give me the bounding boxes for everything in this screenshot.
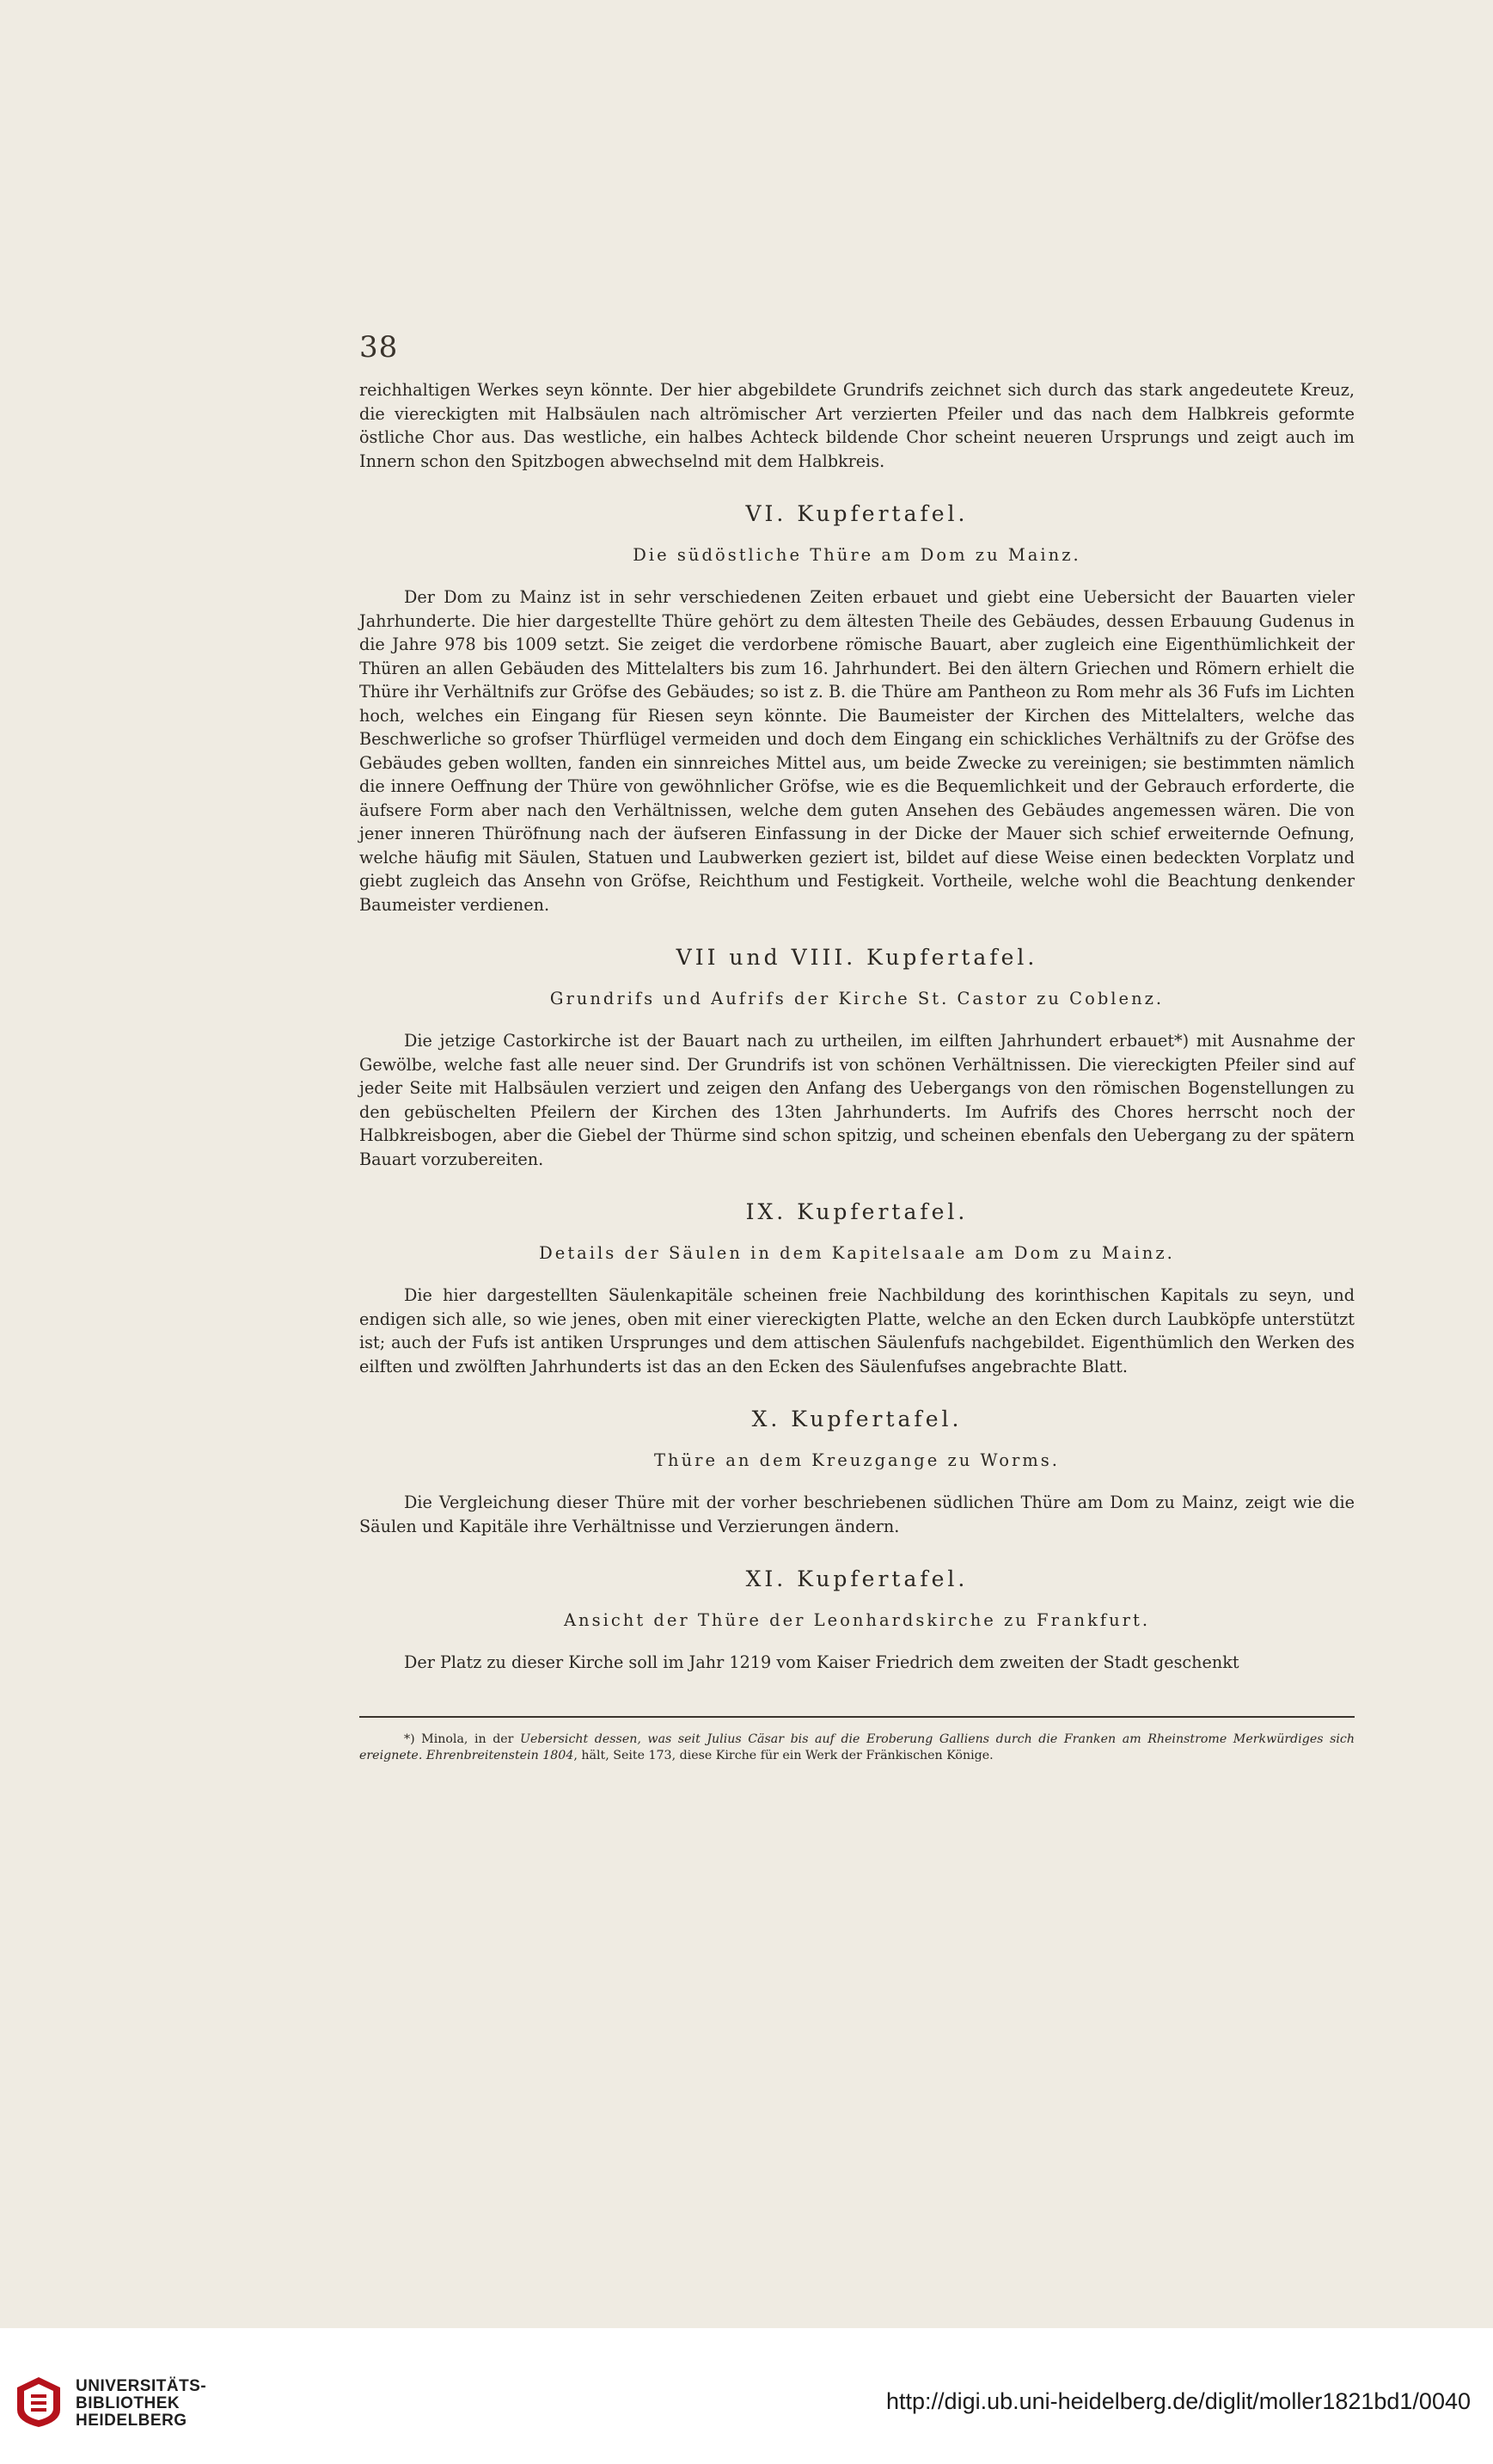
- page-number: 38: [359, 330, 399, 365]
- section-subheading-xi: Ansicht der Thüre der Leonhardskirche zu Frankfurt.: [563, 1609, 1151, 1630]
- section-paragraph-vi: Der Dom zu Mainz ist in sehr verschiedenen Zeiten erbauet und giebt eine Uebersicht der Bauarten vieler Jahrhunderte. Die hier dargestellte Thüre gehört zu dem ältesten Theile des Gebäudes, dessen Erbauung Gudenus in die Jahre 978 bis 1009 setzt. Sie zeiget die verdorbene römische Bauart, aber zugleich eine Eigenthümlichkeit der Thüren an allen Gebäuden des Mittelalters bis zum 16. Jahrhundert. Bei den ältern Griechen und Römern erhielt die Thüre ihr Verhältnifs zur Gröfse des Gebäudes; so ist z. B. die Thüre am Pantheon zu Rom mehr als 36 Fufs im Lichten hoch, welches ein Eingang für Riesen seyn könnte. Die Baumeister der Kirchen des Mittelalters, welche das Beschwerliche so grofser Thürflügel vermeiden und doch dem Eingang ein schickliches Verhältnifs zu der Gröfse des Gebäudes geben wollten, fanden ein sinnreiches Mittel aus, um beide Zwecke zu vereinigen; sie bestimmten nämlich die innere Oeffnung der Thüre von gewöhnlicher Gröfse, wie es die Bequemlichkeit und der Gebrauch erforderte, die äufsere Form aber nach den Verhältnissen, welche dem guten Ansehen des Gebäudes angemessen wären. Die von jener inneren Thüröfnung nach der äufseren Einfassung in der Dicke der Mauer sich schief erweiternde Oefnung, welche häufig mit Säulen, Statuen und Laubwerken geziert ist, bildet auf diese Weise einen bedeckten Vorplatz und giebt zugleich das Ansehn von Gröfse, Reichthum und Festigkeit. Vortheile, welche wohl die Beachtung denkender Baumeister verdienen.: [359, 587, 1355, 915]
- intro-paragraph: reichhaltigen Werkes seyn könnte. Der hier abgebildete Grundrifs zeichnet sich durch das stark angedeutete Kreuz, die viereckigten mit Halbsäulen nach altrömischer Art verzierten Pfeiler und das nach dem Halbkreis geformte östliche Chor aus. Das westliche, ein halbes Achteck bildende Chor scheint neueren Ursprungs und zeigt auch im Innern schon den Spitzbogen abwechselnd mit dem Halbkreis.: [359, 380, 1355, 471]
- footnote: [359, 1732, 1355, 1764]
- section-heading-xi: XI. Kupfertafel.: [745, 1566, 969, 1591]
- section-subheading-ix: Details der Säulen in dem Kapitelsaale am Dom zu Mainz.: [539, 1242, 1175, 1263]
- section-subheading-x: Thüre an dem Kreuzgange zu Worms.: [654, 1450, 1060, 1470]
- section-heading-vi: VI. Kupfertafel.: [745, 501, 969, 526]
- section-paragraph-ix: Die hier dargestellten Säulenkapitäle scheinen freie Nachbildung des korinthischen Kapitals zu seyn, und endigen sich alle, so wie jenes, oben mit einer viereckigten Platte, welche an den Ecken durch Laubköpfe unterstützt ist; auch der Fufs ist antiken Ursprunges und dem attischen Säulenfufs nachgebildet. Eigenthümlich den Werken des eilften und zwölften Jahrhunderts ist das an den Ecken des Säulenfufses angebrachte Blatt.: [359, 1285, 1355, 1376]
- section-heading-ix: IX. Kupfertafel.: [745, 1199, 969, 1224]
- footnote-title: Uebersicht dessen, was seit Julius Cäsar bis auf die Eroberung Galliens durch die Franken am Rheinstrome Merkwürdiges sich ereignete. Ehrenbreitenstein 1804: [359, 1732, 1355, 1762]
- section-paragraph-xi: Der Platz zu dieser Kirche soll im Jahr 1219 vom Kaiser Friedrich dem zweiten der Stadt geschenkt: [404, 1652, 1239, 1672]
- section-paragraph-vii-viii: Die jetzige Castorkirche ist der Bauart nach zu urtheilen, im eilften Jahrhundert erbauet*) mit Ausnahme der Gewölbe, welche fast alle neuer sind. Der Grundrifs ist von schönen Verhältnissen. Die viereckigten Pfeiler sind auf jeder Seite mit Halbsäulen verziert und zeigen den Anfang des Uebergangs von den römischen Bogenstellungen zu den gebüschelten Pfeilern der Kirchen des 13ten Jahrhunderts. Im Aufrifs des Chores herrscht noch der Halbkreisbogen, aber die Giebel der Thürme sind schon spitzig, und scheinen ebenfals den Uebergang zu der spätern Bauart vorzubereiten.: [359, 1031, 1355, 1169]
- section-heading-x: X. Kupfertafel.: [751, 1407, 963, 1431]
- section-paragraph-x: Die Vergleichung dieser Thüre mit der vorher beschriebenen südlichen Thüre am Dom zu Mainz, zeigt wie die Säulen und Kapitäle ihre Verhältnisse und Verzierungen ändern.: [359, 1492, 1355, 1536]
- text-column: [359, 378, 1355, 1764]
- footnote-suffix: , hält, Seite 173, diese Kirche für ein Werk der Fränkischen Könige.: [573, 1748, 994, 1762]
- footnote-divider: [359, 1716, 1355, 1718]
- section-heading-vii-viii: VII und VIII. Kupfertafel.: [676, 945, 1038, 970]
- library-logo-text: [76, 2378, 206, 2430]
- logo-line-3: HEIDELBERG: [76, 2412, 187, 2430]
- section-subheading-vii-viii: Grundrifs und Aufrifs der Kirche St. Castor zu Coblenz.: [549, 988, 1165, 1008]
- footnote-prefix: *) Minola, in der: [404, 1732, 521, 1746]
- source-url[interactable]: http://digi.ub.uni-heidelberg.de/diglit/moller1821bd1/0040: [886, 2388, 1471, 2414]
- section-subheading-vi: Die südöstliche Thüre am Dom zu Mainz.: [633, 544, 1081, 565]
- logo-line-1: UNIVERSITÄTS-: [76, 2377, 207, 2395]
- logo-line-2: BIBLIOTHEK: [76, 2394, 181, 2412]
- university-seal-icon: [15, 2375, 62, 2429]
- viewer-footer: [0, 2328, 1493, 2464]
